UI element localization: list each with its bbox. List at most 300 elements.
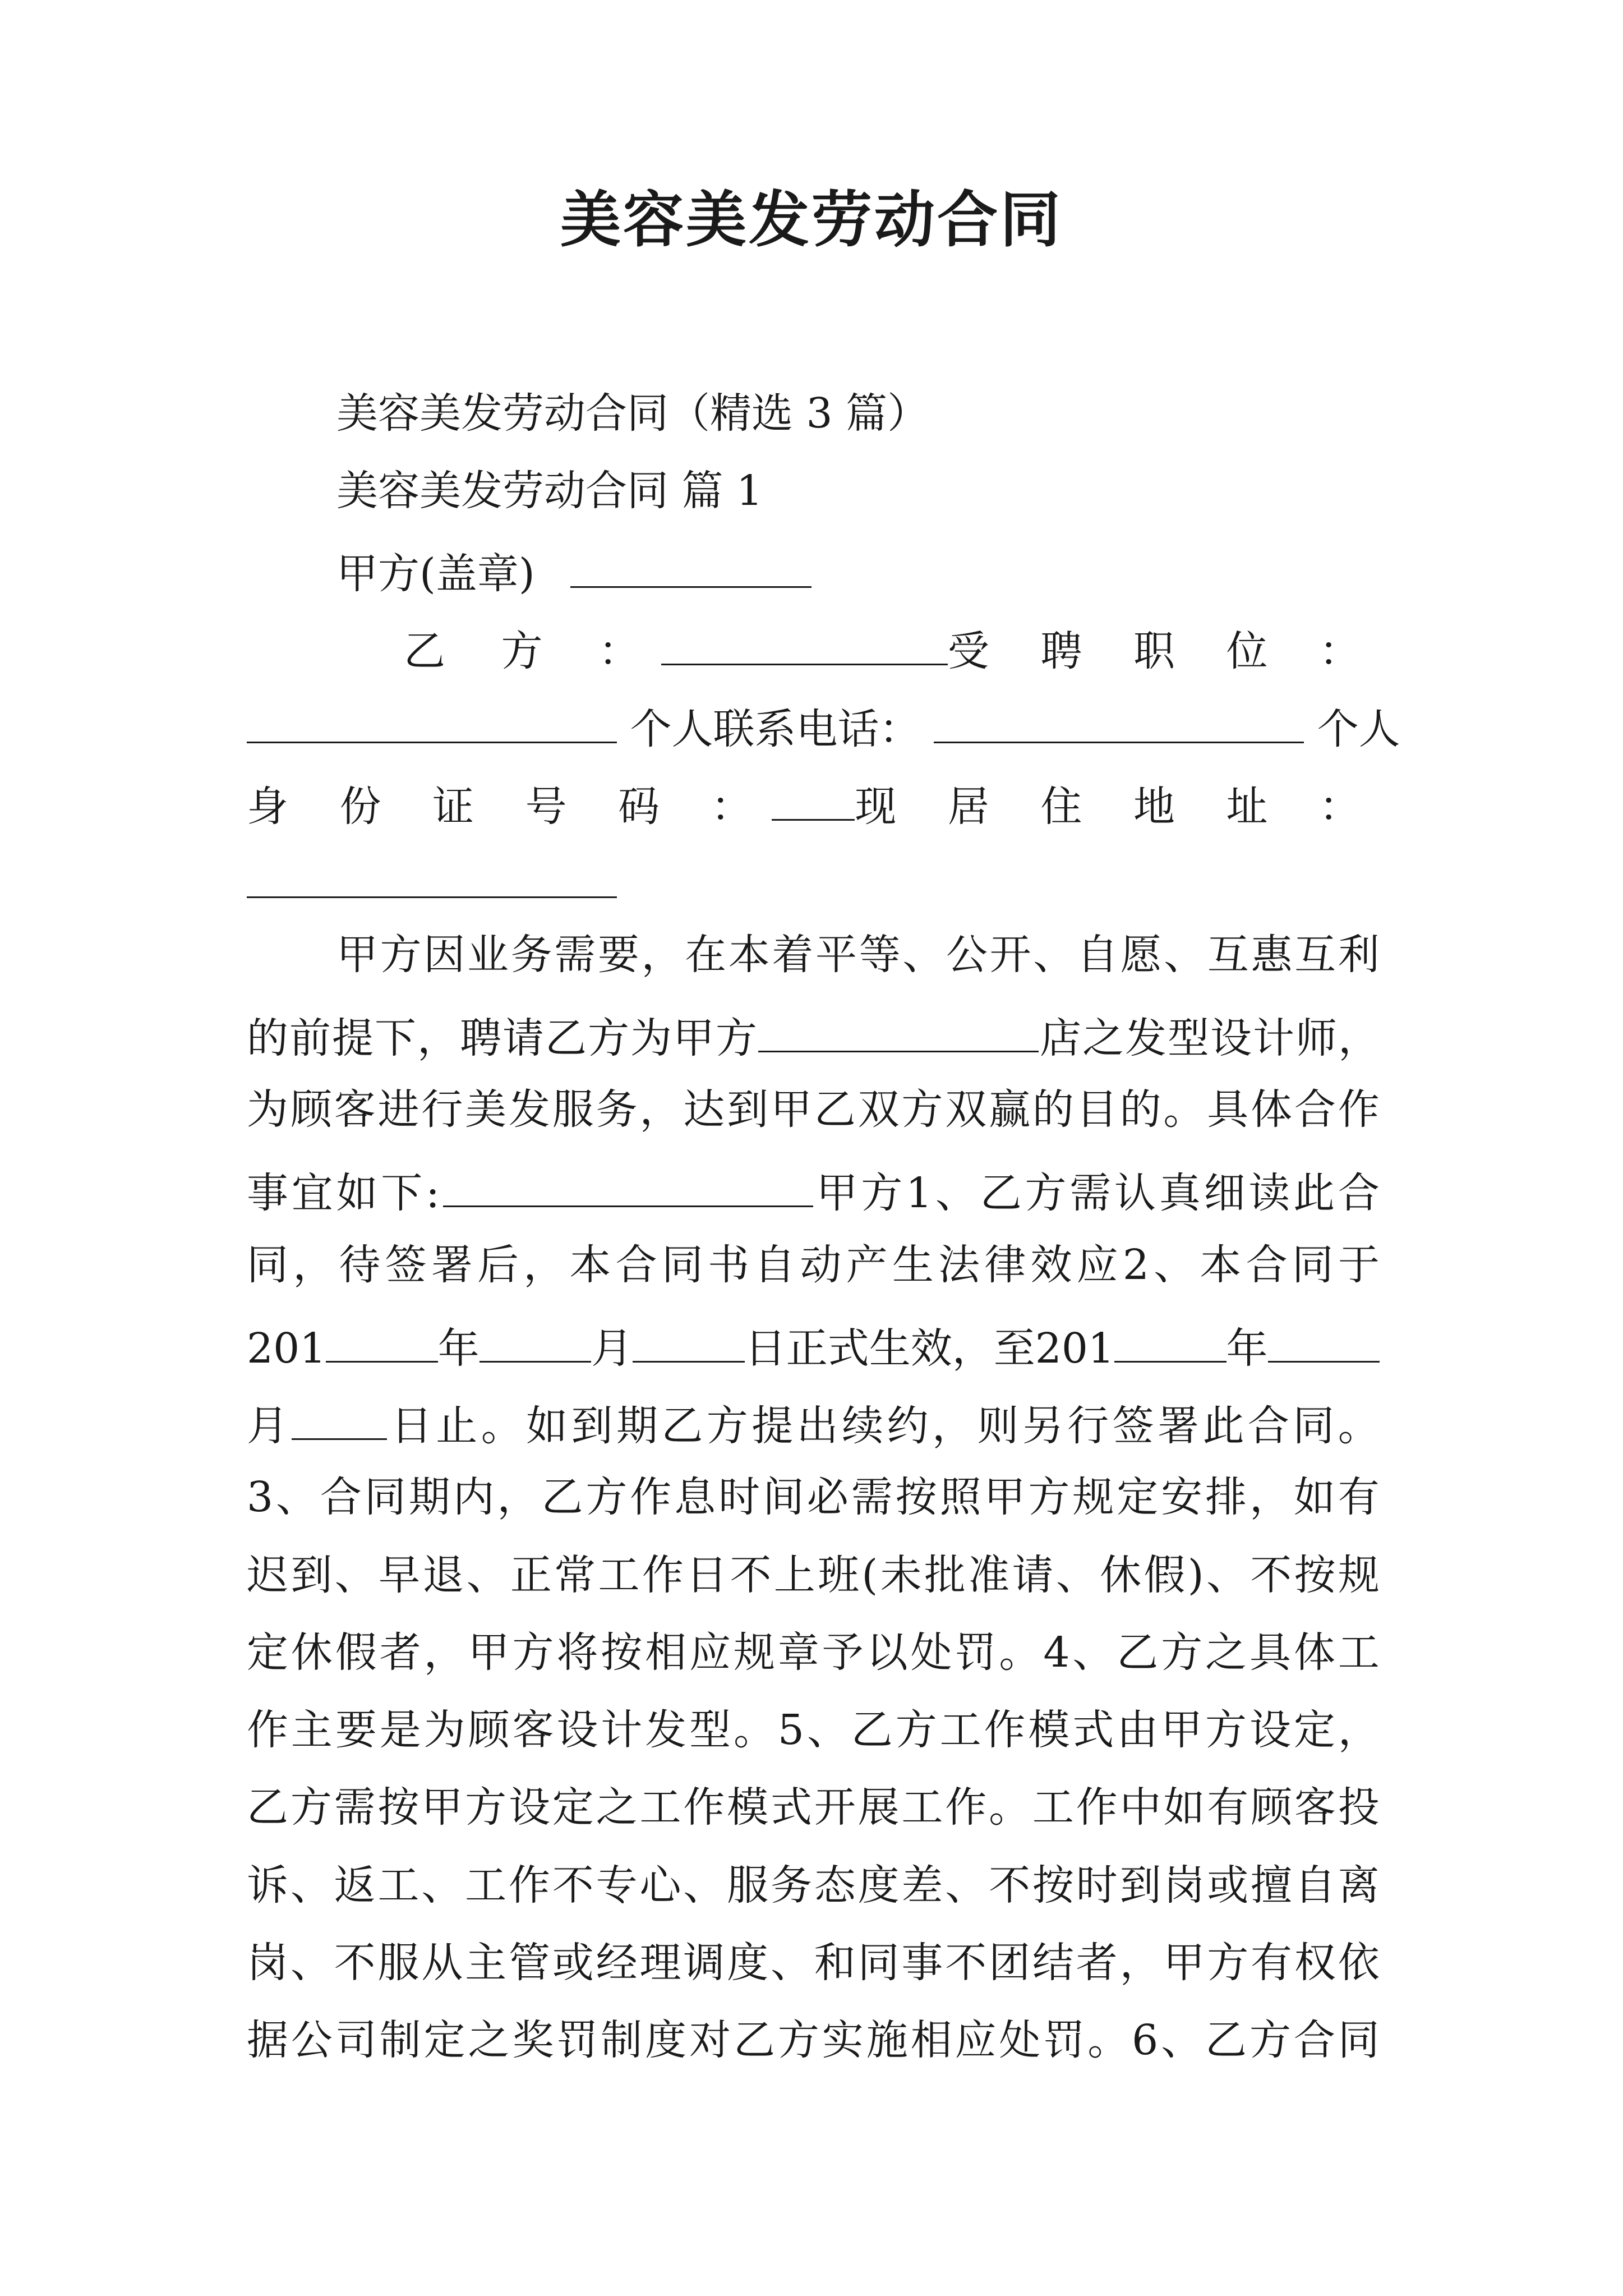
body-char: 计 (601, 1706, 643, 1754)
body-char: 、 (466, 1551, 508, 1599)
body-char: 管 (508, 1939, 550, 1987)
body-char: 服 (552, 1085, 594, 1134)
body-char: 工 (377, 1861, 419, 1910)
body-char: 同 (247, 1241, 288, 1289)
body-char: 合 (1247, 1402, 1289, 1450)
body-char: 是 (379, 1706, 421, 1754)
body-char: 不 (945, 1939, 987, 1987)
body-char: 计 (1253, 1014, 1294, 1062)
body-char: 合 (1338, 1169, 1380, 1217)
body-char: 利 (1338, 931, 1380, 979)
body-char: 罚 (556, 2016, 598, 2064)
body-char: 返 (334, 1861, 376, 1910)
body-line (247, 1628, 1380, 1677)
body-char: ， (1119, 1939, 1161, 1987)
body-char: 细 (1204, 1169, 1246, 1217)
body-char: 的 (247, 1014, 288, 1062)
body-char: ， (639, 1085, 681, 1134)
body-char: 方 (1207, 1939, 1249, 1987)
body-char: 或 (1207, 1861, 1249, 1910)
body-char: 后 (477, 1241, 519, 1289)
body-char: 的 (1119, 1085, 1161, 1134)
body-char: 6 (1132, 2016, 1159, 2064)
body-char: 自 (1294, 1861, 1336, 1910)
body-char: 发 (508, 1085, 550, 1134)
body-char: 设 (1210, 1014, 1252, 1062)
body-char: 本 (569, 1241, 611, 1289)
fill-in-blank (633, 1322, 744, 1363)
body-char: 目 (1076, 1085, 1118, 1134)
body-char: 工 (1032, 1783, 1074, 1832)
body-char: 同 (1293, 1402, 1335, 1450)
body-char: 按 (377, 1783, 419, 1832)
body-char: 另 (1022, 1402, 1064, 1450)
body-char: 事 (901, 1939, 943, 1987)
body-char: 方 (588, 1014, 629, 1062)
body-char: 方 (895, 1706, 937, 1754)
body-char: 、 (935, 1169, 977, 1217)
body-line (247, 1706, 1380, 1754)
body-char: 进 (377, 1085, 419, 1134)
body-char: 师 (1295, 1014, 1337, 1062)
body-char: 。 (481, 1402, 523, 1450)
body-char: ， (423, 1628, 465, 1677)
body-char: 同 (364, 1473, 406, 1521)
body-char: 甲 (468, 1628, 510, 1677)
body-char: 团 (989, 1939, 1031, 1987)
body-char: 具 (1249, 1628, 1291, 1677)
fill-in-blank (1114, 1322, 1226, 1363)
body-char: 相 (645, 1628, 687, 1677)
body-char: 离 (1338, 1861, 1380, 1910)
body-char: 惠 (1251, 931, 1293, 979)
body-char: 公 (946, 931, 988, 979)
body-char: 1 (299, 1324, 326, 1373)
body-char: ， (952, 1324, 994, 1373)
body-char: 签 (385, 1241, 427, 1289)
body-char: 间 (762, 1473, 804, 1521)
body-char: 真 (1159, 1169, 1201, 1217)
body-char: 、 (683, 1861, 725, 1910)
body-char: 、 (1072, 1628, 1114, 1677)
body-char: 1 (906, 1169, 933, 1217)
body-char: 同 (857, 1939, 900, 1987)
body-char: 。 (999, 1628, 1041, 1677)
body-char: 2 (1035, 1324, 1062, 1373)
body-line (247, 1322, 1380, 1373)
body-char: 此 (1293, 1169, 1335, 1217)
body-char: 结 (1032, 1939, 1074, 1987)
body-char: 定 (1293, 1706, 1335, 1754)
body-char: 方 (901, 1085, 943, 1134)
body-char: 按 (1032, 1861, 1074, 1910)
body-char: ( (861, 1551, 878, 1599)
body-char: 差 (901, 1861, 943, 1910)
body-char: 投 (1338, 1783, 1380, 1832)
body-char: 早 (378, 1551, 420, 1599)
fill-in-blank (1268, 1322, 1380, 1363)
body-char: 态 (814, 1861, 856, 1910)
body-char: 之 (1082, 1014, 1124, 1062)
body-char: 行 (421, 1085, 463, 1134)
body-char: 法 (938, 1241, 980, 1289)
body-char: 式 (827, 1324, 869, 1373)
body-char: 按 (601, 1628, 643, 1677)
body-char: 需 (554, 931, 596, 979)
body-char: 期 (616, 1402, 658, 1450)
body-char: 对 (689, 2016, 731, 2064)
body-char: 司 (335, 2016, 377, 2064)
body-char: 者 (1076, 1939, 1118, 1987)
body-char: 规 (733, 1628, 775, 1677)
body-char: 安 (1161, 1473, 1203, 1521)
body-char: 发 (645, 1706, 687, 1754)
body-char: 0 (1061, 1324, 1088, 1373)
body-char: 如 (336, 1169, 378, 1217)
body-char: 为 (630, 1014, 672, 1062)
body-char: 。 (1338, 1402, 1380, 1450)
body-char: 作 (642, 1551, 684, 1599)
body-char: 4 (1043, 1628, 1070, 1677)
body-char: 聘 (460, 1014, 501, 1062)
body-char: 正 (786, 1324, 828, 1373)
body-char: 罚 (1043, 2016, 1085, 2064)
body-char: 有 (1338, 1473, 1380, 1521)
body-char: 章 (777, 1628, 819, 1677)
document-title: 美容美发劳动合同 (560, 185, 1063, 255)
body-char: 心 (639, 1861, 681, 1910)
phone-line (247, 702, 1400, 753)
address-label: 现 居 住 地 址 ： (855, 783, 1380, 831)
body-char: 休 (291, 1628, 333, 1677)
body-char: 自 (754, 1241, 796, 1289)
body-char: 务 (770, 1861, 812, 1910)
body-char: 合 (1293, 2016, 1335, 2064)
fill-in-blank (758, 1011, 1039, 1052)
body-char: 方 (512, 1628, 554, 1677)
body-char: 、 (1206, 1551, 1248, 1599)
body-char: 设 (508, 1783, 550, 1832)
body-char: 者 (379, 1628, 421, 1677)
body-char: 处 (910, 1628, 952, 1677)
body-char: 作 (984, 1706, 1026, 1754)
body-char: 、 (421, 1861, 463, 1910)
body-char: 和 (814, 1939, 856, 1987)
body-char: 合 (1294, 1085, 1336, 1134)
body-char: 要 (335, 1706, 377, 1754)
body-char: 方 (465, 1783, 507, 1832)
body-char: 假 (335, 1628, 377, 1677)
body-char: 常 (554, 1551, 596, 1599)
body-char: 律 (984, 1241, 1026, 1289)
body-char: 方 (1249, 2016, 1291, 2064)
body-char: 主 (465, 1939, 507, 1987)
body-line (247, 1399, 1380, 1450)
fill-in-blank (326, 1322, 437, 1363)
body-char: : (426, 1169, 440, 1217)
body-char: 生 (892, 1241, 934, 1289)
body-char: 店 (1040, 1014, 1081, 1062)
body-char: 以 (866, 1628, 908, 1677)
body-char: 不 (1250, 1551, 1292, 1599)
body-char: ， (293, 1241, 335, 1289)
body-char: 、 (902, 931, 944, 979)
body-char: 将 (556, 1628, 598, 1677)
body-char: ， (1338, 1706, 1380, 1754)
body-char: 月 (591, 1324, 633, 1373)
body-line (247, 1085, 1380, 1134)
body-char: 之 (468, 2016, 510, 2064)
body-char: 等 (859, 931, 901, 979)
body-char: 主 (291, 1706, 333, 1754)
body-char: 年 (1226, 1324, 1268, 1373)
body-char: 方 (1025, 1169, 1067, 1217)
party-a-blank (570, 547, 811, 588)
body-char: 同 (1292, 1241, 1334, 1289)
body-line (247, 1011, 1380, 1062)
body-char: 业 (467, 931, 509, 979)
body-char: 5 (777, 1706, 804, 1754)
body-char: 不 (552, 1861, 594, 1910)
body-char: 自 (1076, 931, 1118, 979)
body-char: 于 (1338, 1241, 1380, 1289)
party-b-blank (661, 624, 948, 665)
body-line (336, 931, 1380, 979)
body-char: 到 (571, 1402, 613, 1450)
body-char: 方 (1205, 1706, 1247, 1754)
body-char: 从 (421, 1939, 463, 1987)
body-char: 顾 (1251, 1783, 1293, 1832)
body-char: 事 (247, 1169, 288, 1217)
body-char: 平 (815, 931, 857, 979)
body-char: 作 (683, 1783, 725, 1832)
body-char: 甲 (1163, 1939, 1205, 1987)
body-char: 、 (1164, 931, 1206, 979)
body-char: 规 (1072, 1473, 1114, 1521)
body-char: 务 (510, 931, 552, 979)
body-char: ， (417, 1014, 459, 1062)
body-char: 本 (1200, 1241, 1242, 1289)
body-char: 的 (1032, 1085, 1074, 1134)
body-char: 愿 (1120, 931, 1162, 979)
body-char: 据 (247, 2016, 288, 2064)
body-char: 甲 (1161, 1706, 1203, 1754)
body-char: 效 (1030, 1241, 1072, 1289)
body-char: 型 (689, 1706, 731, 1754)
address-blank-line (247, 857, 1380, 905)
body-char: 规 (1338, 1551, 1380, 1599)
body-char: 、 (276, 1473, 317, 1521)
body-char: 作 (1076, 1783, 1118, 1832)
body-char: 合 (320, 1473, 362, 1521)
body-char: 式 (1072, 1706, 1114, 1754)
body-char: 开 (814, 1783, 856, 1832)
body-char: 作 (1338, 1085, 1380, 1134)
body-char: 班 (818, 1551, 860, 1599)
party-a-line (336, 547, 1380, 598)
body-char: 请 (502, 1014, 544, 1062)
body-char: 定 (552, 1783, 594, 1832)
body-char: ， (497, 1473, 539, 1521)
body-char: 。 (1163, 1085, 1205, 1134)
body-char: 模 (727, 1783, 769, 1832)
body-char: 方 (380, 931, 422, 979)
body-char: 要 (597, 931, 639, 979)
fill-in-blank (479, 1322, 591, 1363)
body-char: 。 (733, 1706, 775, 1754)
body-char: 权 (1294, 1939, 1336, 1987)
body-char: 式 (770, 1783, 812, 1832)
body-char: 定 (423, 2016, 465, 2064)
body-char: 出 (796, 1402, 838, 1450)
body-char: 为 (247, 1085, 288, 1134)
body-char: 度 (645, 2016, 687, 2064)
party-b-line (404, 624, 1380, 675)
body-char: 正 (510, 1551, 552, 1599)
body-char: 相 (910, 2016, 952, 2064)
body-char: 合 (1246, 1241, 1288, 1289)
body-char: 处 (999, 2016, 1041, 2064)
body-char: 方 (716, 1014, 757, 1062)
body-char: 双 (945, 1085, 987, 1134)
section-heading: 美容美发劳动合同 篇 1 (336, 467, 763, 515)
body-char: 或 (552, 1939, 594, 1987)
body-char: 甲 (673, 1014, 714, 1062)
body-char: 迟 (247, 1551, 288, 1599)
body-char: 日 (390, 1402, 432, 1450)
body-char: 批 (924, 1551, 966, 1599)
body-char: 体 (1293, 1628, 1335, 1677)
body-char: 甲 (421, 1783, 463, 1832)
body-char: 着 (772, 931, 814, 979)
body-char: 未 (880, 1551, 922, 1599)
body-line (247, 2016, 1380, 2064)
position-label: 受 聘 职 位 ： (947, 627, 1380, 675)
body-char: 到 (1119, 1861, 1161, 1910)
body-char: 互 (1294, 931, 1336, 979)
party-b-label: 乙 方 ： (404, 627, 662, 675)
body-char: 读 (1248, 1169, 1290, 1217)
body-char: 应 (955, 2016, 997, 2064)
body-char: 定 (1117, 1473, 1159, 1521)
body-char: 实 (822, 2016, 864, 2064)
body-char: 应 (1076, 1241, 1118, 1289)
party-a-label: 甲方(盖章) (336, 550, 535, 598)
body-char: 、 (1154, 1241, 1196, 1289)
body-char: 下 (381, 1169, 423, 1217)
body-char: 本 (728, 931, 770, 979)
body-char: 经 (596, 1939, 638, 1987)
body-char: 型 (1168, 1014, 1209, 1062)
body-char: 务 (596, 1085, 638, 1134)
body-char: 到 (727, 1085, 769, 1134)
body-char: 作 (945, 1783, 987, 1832)
body-char: ， (641, 931, 683, 979)
body-char: 按 (895, 1473, 937, 1521)
body-char: 下 (375, 1014, 416, 1062)
body-char: 之 (596, 1783, 638, 1832)
subtitle: 美容美发劳动合同（精选 3 篇） (336, 389, 929, 438)
body-char: 假 (1144, 1551, 1186, 1599)
body-char: 作 (508, 1861, 550, 1910)
body-char: 达 (683, 1085, 725, 1134)
body-char: 专 (596, 1861, 638, 1910)
body-char: 如 (1293, 1473, 1335, 1521)
body-char: 作 (247, 1706, 288, 1754)
body-line (247, 1939, 1380, 1987)
body-char: 行 (1067, 1402, 1109, 1450)
body-char: 期 (408, 1473, 450, 1521)
body-char: 体 (1251, 1085, 1293, 1134)
body-char: 日 (744, 1324, 786, 1373)
body-char: 发 (1125, 1014, 1166, 1062)
body-char: 1 (1087, 1324, 1115, 1373)
body-char: 、 (770, 1939, 812, 1987)
body-char: 需 (1069, 1169, 1112, 1217)
body-char: 展 (857, 1783, 900, 1832)
body-char: 年 (437, 1324, 479, 1373)
body-char: 方 (290, 1783, 332, 1832)
body-char: 客 (512, 1706, 554, 1754)
body-char: 认 (1114, 1169, 1156, 1217)
body-char: 由 (1117, 1706, 1159, 1754)
body-line (247, 1166, 1380, 1217)
body-char: 工 (465, 1861, 507, 1910)
id-blank (772, 780, 855, 821)
body-char: 岗 (1163, 1861, 1205, 1910)
body-char: 乙 (733, 2016, 775, 2064)
body-char: 动 (800, 1241, 842, 1289)
body-char: 在 (685, 931, 727, 979)
body-char: 照 (939, 1473, 981, 1521)
body-char: 有 (1251, 1939, 1293, 1987)
body-char: 、 (1033, 931, 1075, 979)
body-char: 互 (1207, 931, 1249, 979)
body-char: 、 (945, 1861, 987, 1910)
body-char: 提 (751, 1402, 794, 1450)
body-char: 提 (332, 1014, 374, 1062)
body-char: 模 (1028, 1706, 1070, 1754)
body-char: 同 (1338, 2016, 1380, 2064)
body-char: 需 (334, 1783, 376, 1832)
body-char: 甲 (984, 1473, 1026, 1521)
body-char: 服 (377, 1939, 419, 1987)
body-char: ， (932, 1402, 974, 1450)
body-char: 制 (379, 2016, 421, 2064)
body-char: 方 (1028, 1473, 1070, 1521)
body-char: 乙 (545, 1014, 587, 1062)
body-char: 施 (866, 2016, 908, 2064)
body-char: 生 (869, 1324, 911, 1373)
body-char: 顾 (290, 1085, 332, 1134)
body-char: 工 (639, 1783, 681, 1832)
body-char: 不 (334, 1939, 376, 1987)
position-blank (247, 702, 617, 743)
body-char: 之 (1205, 1628, 1247, 1677)
body-char: 乙 (980, 1169, 1022, 1217)
body-char: ， (1338, 1014, 1380, 1062)
body-char: ) (1187, 1551, 1204, 1599)
body-char: 美 (465, 1085, 507, 1134)
body-char: 署 (431, 1241, 473, 1289)
body-char: 待 (339, 1241, 381, 1289)
body-char: 工 (598, 1551, 640, 1599)
body-char: 赢 (989, 1085, 1031, 1134)
body-char: 如 (1163, 1783, 1205, 1832)
body-char: 效 (910, 1324, 952, 1373)
body-char: 此 (1202, 1402, 1244, 1450)
body-char: 产 (846, 1241, 888, 1289)
